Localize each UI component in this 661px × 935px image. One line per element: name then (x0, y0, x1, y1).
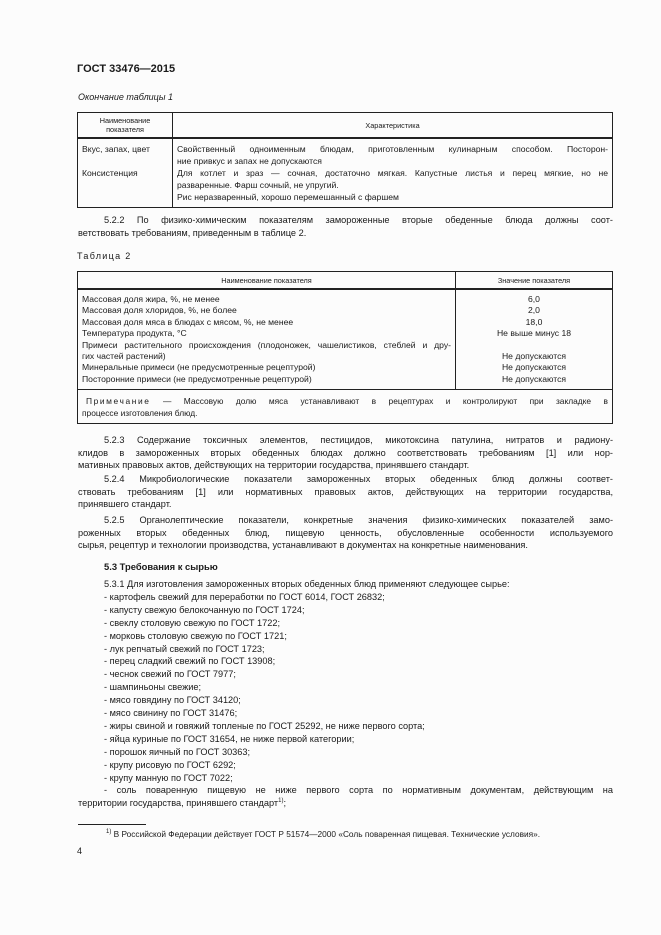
page-number: 4 (77, 846, 83, 856)
paragraph-5-2-3 (78, 434, 613, 472)
text-line: ние привкус и запах не допускаются (177, 156, 322, 166)
document-code: ГОСТ 33476—2015 (77, 63, 176, 75)
table2-cell-name: Массовая доля хлоридов, %, не более (78, 305, 456, 316)
paragraph-5-2-4 (78, 473, 613, 511)
list-item: - мясо говядину по ГОСТ 34120; (104, 695, 241, 706)
table1-header-characteristic: Характеристика (173, 113, 613, 139)
text-line: территории государства, принявшего стандарт (78, 797, 279, 808)
text-line: мативных правовых актов, действующих на территории государства, принявшего стандарт. (78, 460, 470, 471)
list-item-salt (78, 784, 613, 809)
table1-caption: Окончание таблицы 1 (78, 92, 173, 102)
table-row (78, 374, 613, 390)
table-row (78, 305, 613, 316)
footnote (106, 829, 540, 839)
raw-materials-list (104, 578, 510, 785)
list-item: - крупу манную по ГОСТ 7022; (104, 772, 233, 783)
footnote-marker: 1) (278, 797, 284, 804)
text-line: ветствовать требованиям, приведенным в таблице 2. (78, 227, 307, 238)
table-row (78, 167, 613, 208)
list-item: - чеснок свежий по ГОСТ 7977; (104, 669, 236, 680)
table-row (78, 317, 613, 328)
text-line: гих частей растений) (82, 351, 166, 362)
list-item: - порошок яичный по ГОСТ 30363; (104, 746, 251, 757)
text-line: Примеси растительного происхождения (плодоножек, чашелистиков, стеблей и дру- (82, 339, 451, 350)
table2-cell-value: 6,0 (456, 289, 613, 305)
list-item: - жиры свиной и говяжий топленые по ГОСТ 25292, не ниже первого сорта; (104, 720, 425, 731)
table2 (77, 271, 613, 424)
footnote-divider (78, 824, 146, 825)
list-item: - яйца куриные по ГОСТ 31654, не ниже первой категории; (104, 733, 355, 744)
footnote-text: В Российской Федерации действует ГОСТ Р 51574—2000 «Соль поваренная пищевая. Технические условия». (113, 829, 541, 839)
list-item: - морковь столовую свежую по ГОСТ 1721; (104, 630, 287, 641)
table1 (77, 112, 613, 208)
list-item: - капусту свежую белокочанную по ГОСТ 1724; (104, 604, 305, 615)
text-line: 5.2.2 По физико-химическим показателям замороженные вторые обеденные блюда должны соот- (104, 215, 613, 225)
text-line: 5.2.5 Органолептические показатели, конкретные значения физико-химических показателей замо- (104, 515, 613, 525)
table2-cell-name: Температура продукта, °С (78, 328, 456, 339)
table2-header-name: Наименование показателя (78, 272, 456, 290)
table2-cell-name (78, 340, 456, 363)
text-line: процессе изготовления блюд. (82, 407, 198, 418)
table1-cell-value (173, 138, 613, 167)
footnote-marker: 1) (106, 829, 112, 835)
table2-cell-value: Не допускаются (456, 374, 613, 390)
table1-cell-name: Консистенция (78, 167, 173, 208)
list-item: - картофель свежий для переработки по ГОСТ 6014, ГОСТ 26832; (104, 591, 385, 602)
table2-header-value: Значение показателя (456, 272, 613, 290)
table2-note-row (78, 390, 613, 424)
text-line: Свойственный одноименным блюдам, приготовленным кулинарным способом. Посторон- (177, 144, 608, 154)
table2-cell-value: Не допускаются (456, 340, 613, 363)
paragraph-5-2-2 (78, 214, 613, 239)
list-item: - перец сладкий свежий по ГОСТ 13908; (104, 656, 276, 667)
table2-caption: Таблица 2 (77, 251, 132, 261)
list-item: - свеклу столовую свежую по ГОСТ 1722; (104, 617, 281, 628)
table2-cell-value: 18,0 (456, 317, 613, 328)
list-intro: 5.3.1 Для изготовления замороженных вторых обеденных блюд применяют следующее сырье: (104, 579, 510, 589)
text-line: клидов в замороженных вторых обеденных блюдах должно соответствовать требованиям [1] или нор- (78, 447, 613, 458)
text-line: Для котлет и зраз — сочная, достаточно мягкая. Капустные листья и перец мягкие, но не (177, 168, 608, 178)
table2-cell-name: Минеральные примеси (не предусмотренные рецептурой) (78, 362, 456, 373)
table2-cell-value: Не выше минус 18 (456, 328, 613, 339)
text-line: Рис неразваренный, хорошо перемешанный с фаршем (177, 192, 399, 202)
list-item: - мясо свинину по ГОСТ 31476; (104, 708, 238, 719)
table-row (78, 289, 613, 305)
table-row (78, 138, 613, 167)
table2-cell-name: Массовая доля жира, %, не менее (78, 289, 456, 305)
list-item: - крупу рисовую по ГОСТ 6292; (104, 759, 236, 770)
text-line: — Массовую долю мяса устанавливают в рецептурах и контролируют при закладке в (162, 396, 608, 407)
text-line: 5.2.4 Микробиологические показатели замороженных вторых обеденных блюд должны соответ- (104, 474, 613, 484)
list-item: - шампиньоны свежие; (104, 682, 202, 693)
table2-cell-value: Не допускаются (456, 362, 613, 373)
text-line: ; (283, 797, 287, 808)
table-row (78, 340, 613, 363)
table2-note (78, 390, 613, 424)
table2-cell-name: Массовая доля мяса в блюдах с мясом, %, не менее (78, 317, 456, 328)
text-line: - соль поваренную пищевую не ниже первого сорта по нормативным документам, действующим на (104, 785, 613, 795)
table1-cell-value (173, 167, 613, 208)
section-heading: 5.3 Требования к сырью (104, 561, 218, 572)
table1-header-name: Наименование показателя (78, 113, 173, 139)
text-line: роженных вторых обеденных блюд, пищевую ценность, обусловленные особенности используемого (78, 527, 613, 538)
list-item: - лук репчатый свежий по ГОСТ 1723; (104, 643, 265, 654)
text-line: ствовать требованиям [1] или нормативных правовых актов, действующих на территории государства, (78, 486, 613, 497)
paragraph-5-2-5 (78, 514, 613, 552)
text-line: сырья, рецептур и технологии производства, устанавливают в документах на конкретные наименования. (78, 540, 528, 551)
text-line: разваренные. Фарш сочный, не упругий. (177, 180, 339, 190)
table-row (78, 328, 613, 339)
text-line: принявшего стандарт. (78, 499, 172, 510)
table1-cell-name: Вкус, запах, цвет (78, 138, 173, 167)
note-label: Примечание (86, 396, 151, 407)
table2-cell-name: Посторонние примеси (не предусмотренные рецептурой) (78, 374, 456, 390)
text-line: 5.2.3 Содержание токсичных элементов, пестицидов, микотоксина патулина, нитратов и радиону- (104, 435, 613, 445)
table-row (78, 362, 613, 373)
table2-cell-value: 2,0 (456, 305, 613, 316)
